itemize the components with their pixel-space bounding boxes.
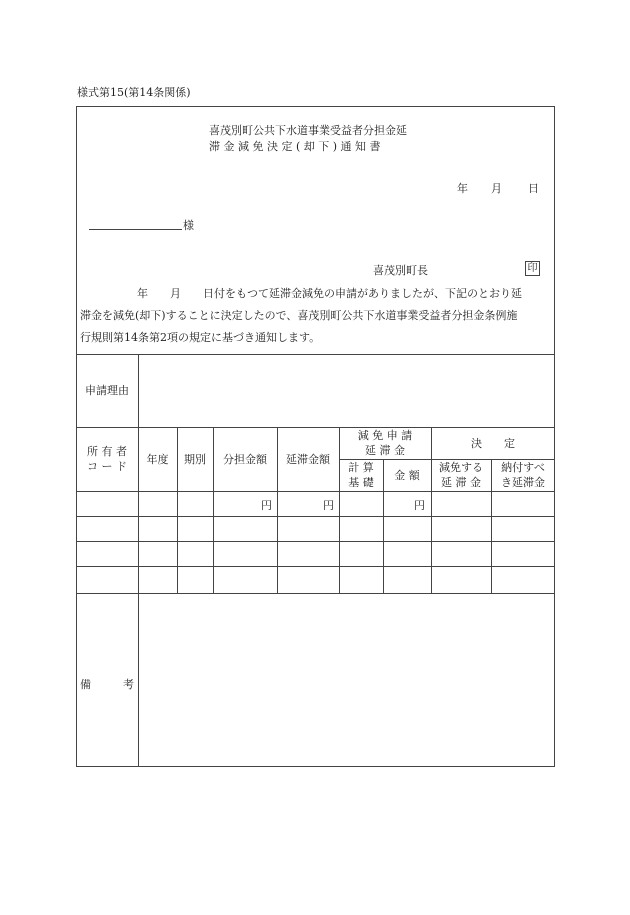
remarks-label — [80, 676, 134, 692]
rule-row-1 — [76, 516, 555, 517]
date-month: 月 — [491, 182, 502, 195]
remarks-label-char-2: 考 — [123, 678, 134, 691]
body-line-2: 滞金を減免(却下)することに決定したので、喜茂別町公共下水道事業受益者分担金条例施 — [80, 309, 518, 322]
header-year: 年度 — [146, 452, 169, 466]
form-reference: 様式第15(第14条関係) — [77, 86, 191, 99]
date-day: 日 — [528, 182, 539, 195]
body-line-1: 年 月 日付をもつて延滞金減免の申請がありましたが、下記のとおり延 — [137, 287, 522, 300]
header-owner-code-line-1: 所 有 者 — [87, 445, 127, 458]
header-amount: 金 額 — [394, 468, 420, 482]
header-owner-code-line-2: コ ー ド — [87, 460, 127, 473]
rule-row-2 — [76, 541, 555, 542]
rule-table-top — [76, 354, 555, 355]
remarks-label-char-1: 備 — [80, 678, 91, 691]
rule-header-bottom — [76, 491, 555, 492]
header-calc-basis-line-2: 基 礎 — [348, 476, 374, 489]
header-period: 期別 — [184, 452, 206, 466]
rule-data-bottom — [76, 593, 555, 594]
unit-amount-yen: 円 — [414, 499, 425, 512]
header-exempt-late-line-2: 延 滞 金 — [441, 476, 481, 489]
header-exempt-late-line-1: 減免する — [439, 461, 483, 474]
addressee-name-line — [89, 229, 182, 230]
header-exemption-line-2: 延 滞 金 — [365, 444, 405, 457]
header-calc-basis — [339, 459, 383, 491]
header-payable-late-line-2: き延滞金 — [501, 476, 545, 489]
header-calc-basis-line-1: 計 算 — [348, 461, 374, 474]
header-exemption-line-1: 減 免 申 請 — [357, 429, 413, 442]
header-owner-code — [76, 427, 138, 491]
body-line-3: 行規則第14条第2項の規定に基づき通知します。 — [80, 331, 321, 344]
title-line-1: 喜茂別町公共下水道事業受益者分担金延 — [209, 124, 407, 137]
reason-label: 申請理由 — [85, 384, 129, 397]
header-levy-amount: 分担金額 — [223, 452, 267, 466]
header-payable-late-fee — [491, 459, 555, 491]
header-exempt-late-fee — [431, 459, 491, 491]
unit-late-yen: 円 — [323, 499, 334, 512]
header-exemption-group — [339, 427, 431, 459]
issuer-name: 喜茂別町長 — [373, 264, 428, 277]
seal-mark: 印 — [525, 261, 540, 276]
addressee-suffix: 様 — [183, 219, 194, 232]
date-year: 年 — [457, 182, 468, 195]
header-late-fee: 延滞金額 — [286, 452, 330, 466]
title-line-2: 滞 金 減 免 決 定 ( 却 下 ) 通 知 書 — [209, 140, 381, 153]
header-decision: 決 定 — [471, 436, 515, 450]
rule-label-col — [138, 354, 139, 767]
unit-levy-yen: 円 — [261, 499, 272, 512]
header-payable-late-line-1: 納付すべ — [501, 461, 545, 474]
rule-row-3 — [76, 566, 555, 567]
